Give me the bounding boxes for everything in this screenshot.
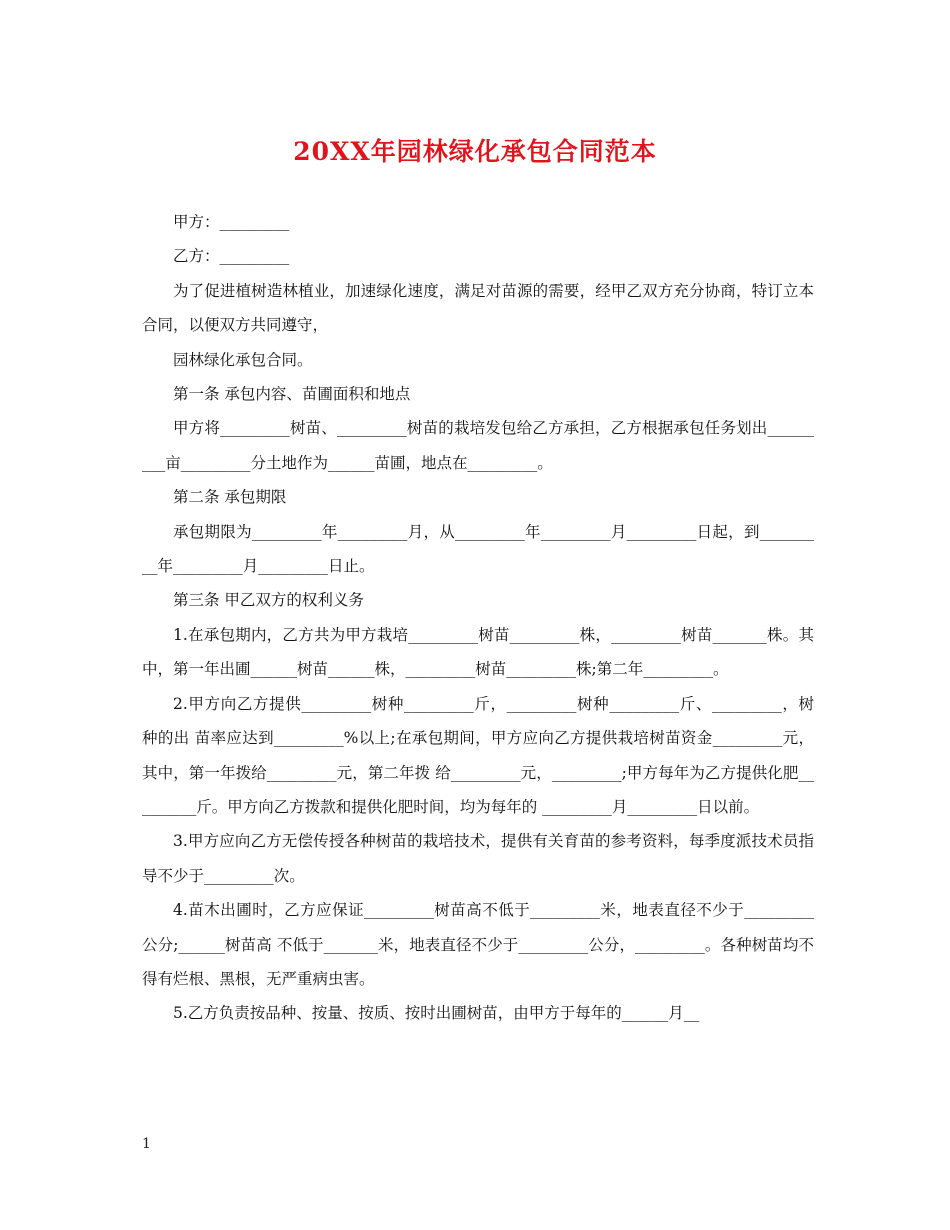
paragraph-preamble: 为了促进植树造林植业，加速绿化速度，满足对苗源的需要，经甲乙双方充分协商，特订立本合同，以便双方共同遵守， (142, 281, 814, 335)
article-2-body: 承包期限为_________年_________月，从_________年_________月_________日起，到_________年_________月_________日止。 (142, 522, 814, 576)
article-1-heading: 第一条 承包内容、苗圃面积和地点 (173, 385, 411, 404)
clause-5: 5.乙方负责按品种、按量、按质、按时出圃树苗，由甲方于每年的______月__ (173, 1004, 700, 1023)
article-3-heading: 第三条 甲乙双方的权利义务 (173, 591, 364, 610)
clause-1: 1.在承包期内，乙方共为甲方栽培_________树苗_________株，_________树苗_______株。其中，第一年出圃______树苗______株，_________树苗_________株;第二年_________。 (142, 625, 814, 679)
document-title: 20XX年园林绿化承包合同范本 (293, 137, 657, 166)
article-2-heading: 第二条 承包期限 (173, 488, 287, 507)
clause-4: 4.苗木出圃时，乙方应保证_________树苗高不低于_________米，地表直径不少于_________公分;______树苗高 不低于_______米，地表直径不少于_________公分，_________。各种树苗均不得有烂根、黑根，无严重病虫害。 (142, 901, 814, 988)
clause-3: 3.甲方应向乙方无偿传授各种树苗的栽培技术，提供有关育苗的参考资料，每季度派技术员指导不少于_________次。 (142, 832, 814, 885)
paragraph-party-a: 甲方：_________ (173, 213, 290, 231)
paragraph-party-b: 乙方：_________ (173, 247, 290, 266)
page-number: 1 (142, 1136, 151, 1152)
paragraph-contract-name: 园林绿化承包合同。 (173, 350, 313, 369)
document-body (142, 205, 814, 1031)
clause-2: 2.甲方向乙方提供_________树种_________斤，_________树种_________斤、_________，树种的出 苗率应达到_________%以上;在承包期间，甲方应向乙方提供栽培树苗资金_________元，其中，第一年拨给_________元，第二年拨 给_________元，_________;甲方每年为乙方提供化肥_________斤。甲方向乙方拨款和提供化肥时间，均为每年的 _________月_________日以前。 (142, 694, 814, 816)
article-1-body: 甲方将_________树苗、_________树苗的栽培发包给乙方承担，乙方根据承包任务划出_________亩_________分土地作为______苗圃，地点在_________。 (142, 419, 814, 472)
